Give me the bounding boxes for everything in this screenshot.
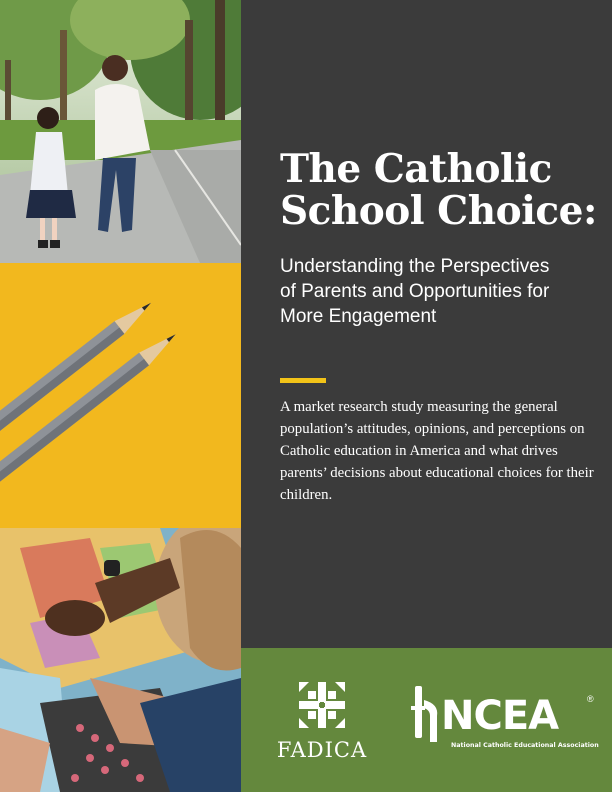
photo-hands-on-map xyxy=(0,528,241,792)
ncea-full-name: National Catholic Educational Association xyxy=(451,742,599,749)
cover-subtitle-line-2: of Parents and Opportunities for xyxy=(280,281,550,302)
cover-subtitle xyxy=(280,254,600,329)
ncea-logo xyxy=(411,686,601,756)
fadica-logo xyxy=(269,678,375,786)
fadica-cross-icon xyxy=(295,678,349,732)
cover-subtitle-line-1: Understanding the Perspectives xyxy=(280,256,550,277)
cover-description: A market research study measuring the general population’s attitudes, opinions, and perceptions on Catholic education in America and what drives parents’ decisions about educational choices for their children. xyxy=(280,399,594,503)
logo-footer xyxy=(241,648,612,792)
cover-text-panel xyxy=(241,0,612,648)
ncea-torch-icon xyxy=(411,686,441,744)
cover-subtitle-line-3: More Engagement xyxy=(280,306,437,327)
accent-divider xyxy=(280,378,326,383)
cover-title-line-2: School Choice: xyxy=(280,188,597,234)
fadica-wordmark: FADICA xyxy=(276,738,368,762)
cover-title xyxy=(280,148,600,232)
photo-mother-daughter-walking xyxy=(0,0,241,263)
ncea-wordmark: NCEA xyxy=(441,693,559,739)
photo-pencils-on-yellow xyxy=(0,263,241,528)
cover-title-line-1: The Catholic xyxy=(280,146,552,192)
ncea-registered-mark: ® xyxy=(587,694,594,704)
